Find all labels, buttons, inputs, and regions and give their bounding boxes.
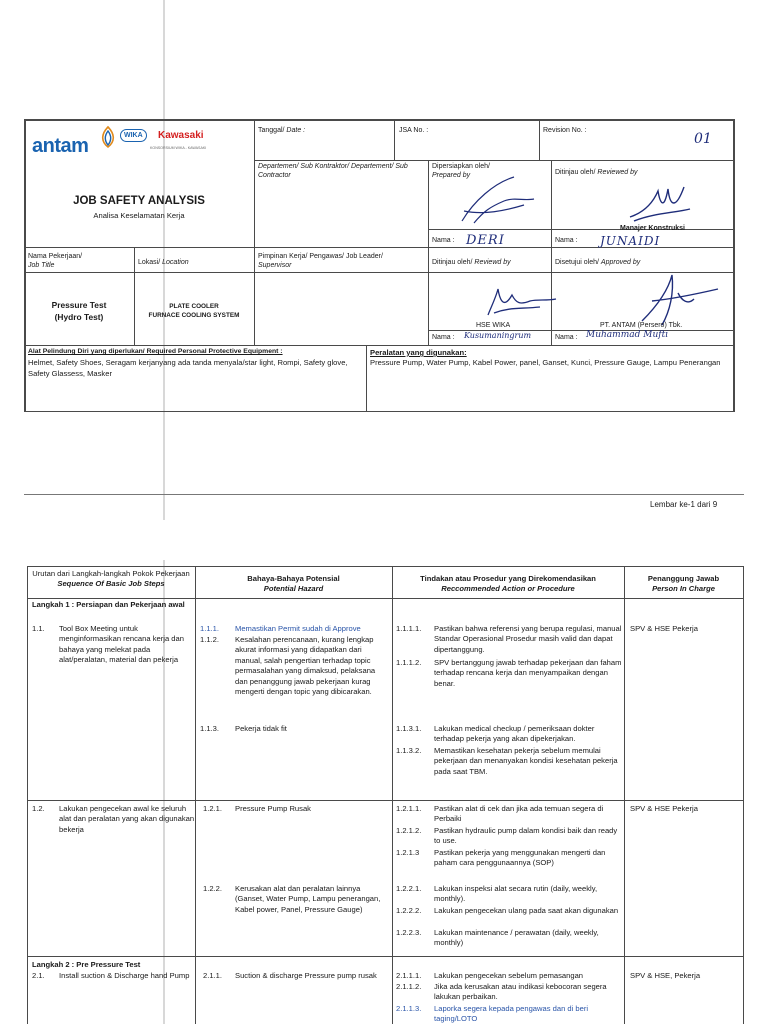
hazard-text: Pekerja tidak fit: [235, 724, 287, 733]
hazard-text: Suction & discharge Pressure pump rusak: [235, 971, 377, 980]
reviewed-by-label: Ditinjau oleh/ Reviewed by: [555, 169, 638, 176]
action-num: 1.2.1.1.: [396, 804, 422, 813]
step-text: Lakukan pengecekan awal ke seluruh alat dan peralatan yang akan digunakan bekerja: [59, 804, 195, 834]
action-text: Pastikan alat di cek dan jika ada temuan segera di Perbaiki: [434, 804, 604, 824]
antam-signature: [632, 271, 722, 329]
supervisor-label: Pimpinan Kerja/ Pengawas/ Job Leader/ Supervisor: [258, 253, 383, 269]
hse-signature: [480, 285, 560, 321]
action-text: Lakukan medical checkup / pemeriksaan dokter terhadap pekerja yang akan dipekerjakan.: [434, 724, 595, 744]
nama-reviewed-value: JUNAIDI: [600, 234, 661, 248]
person-in-charge: SPV & HSE Pekerja: [630, 804, 698, 813]
jsa-steps-table: [27, 566, 744, 1024]
revision-no-label: Revision No. :: [543, 127, 587, 134]
action-text: Lakukan maintenance / perawatan (daily, weekly, monthly): [434, 928, 599, 948]
action-text: Memastikan kesehatan pekerja sebelum memulai pekerjaan dan menanyakan kondisi kesehatan pekerja pada saat TBM.: [434, 746, 618, 776]
antam-logo-text: antam: [32, 135, 89, 157]
nama-label-reviewed: Nama :: [555, 237, 578, 244]
job-title-value: Pressure Test (Hydro Test): [51, 300, 107, 323]
document-title: JOB SAFETY ANALYSIS: [73, 195, 205, 207]
manajer-konstruksi: Manajer Konstruksi: [620, 225, 685, 232]
step-num: 1.2.: [32, 804, 45, 813]
action-num: 1.1.3.1.: [396, 724, 422, 733]
hse-wika-label: HSE WIKA: [476, 322, 511, 329]
consortium-text: KONSORSIUM WIKA - KAWASAKI: [150, 146, 207, 150]
action-num: 1.2.2.3.: [396, 928, 422, 937]
hazard-num: 1.1.3.: [200, 724, 219, 733]
location-value: PLATE COOLER FURNACE COOLING SYSTEM: [148, 303, 240, 320]
hazard-text: Pressure Pump Rusak: [235, 804, 311, 813]
reviewd-by-label: Ditinjau oleh/ Reviewd by: [432, 259, 511, 266]
wika-kawasaki-logo: [120, 127, 250, 157]
hazard-num: 2.1.1.: [203, 971, 222, 980]
step1-title: Langkah 1 : Persiapan dan Pekerjaan awal: [32, 600, 185, 609]
kawasaki-logo: Kawasaki: [158, 130, 204, 141]
action-text: Pastikan pekerja yang menggunakan mengerti dan paham cara penggunaannya (SOP): [434, 848, 606, 868]
nama-label-prepared: Nama :: [432, 237, 455, 244]
apd-label: Alat Pelindung Diri yang diperlukan/ Required Personal Protective Equipment :: [28, 348, 283, 355]
action-num: 2.1.1.1.: [396, 971, 422, 980]
nama-hse-value: Kusumaningrum: [464, 331, 532, 340]
job-title-label: Nama Pekerjaan/ Job Title: [28, 253, 83, 269]
action-text: Pastikan bahwa referensi yang berupa regulasi, manual Standar Operasional Prosedur masih valid dan dapat dipertanggung.: [434, 624, 622, 654]
col-action-header: Tindakan atau Prosedur yang Direkomendasikan Reccommended Action or Procedure: [420, 574, 596, 593]
nama-label-antam: Nama :: [555, 334, 578, 341]
jsa-header-form: [24, 119, 735, 412]
hazard-num: 1.1.1.: [200, 624, 219, 633]
location-label: Lokasi/ Location: [138, 259, 189, 266]
hazard-text: Kerusakan alat dan peralatan lainnya (Ganset, Water Pump, Lampu penerangan, Kabel power, Panel, Pressure Gauge): [235, 884, 381, 914]
person-in-charge: SPV & HSE Pekerja: [630, 624, 698, 633]
action-num: 1.2.2.1.: [396, 884, 422, 893]
action-num: 1.2.2.2.: [396, 906, 422, 915]
person-in-charge: SPV & HSE, Pekerja: [630, 971, 701, 980]
action-num: 1.2.1.3: [396, 848, 420, 857]
peralatan-label: Peralatan yang digunakan:: [370, 348, 467, 357]
action-num: 1.2.1.2.: [396, 826, 422, 835]
reviewed-signature: [624, 183, 694, 227]
antam-flame-icon: [96, 125, 120, 149]
step-text: Tool Box Meeting untuk menginformasikan rencana kerja dan bahaya yang melekat pada alat/peralatan, material dan pekerja: [59, 624, 184, 665]
action-text: Lakukan pengecekan sebelum pemasangan: [434, 971, 584, 980]
action-num: 2.1.1.3.: [396, 1004, 422, 1013]
antam-logo: [32, 133, 120, 157]
action-text: SPV bertanggung jawab terhadap pekerjaan dan faham terhadap rencana kerja dan menyampaikan dengan benar.: [434, 658, 622, 688]
step-num: 1.1.: [32, 624, 45, 633]
action-text: Lakukan inspeksi alat secara rutin (daily, weekly, monthly).: [434, 884, 598, 904]
wika-logo: WIKA: [120, 129, 147, 142]
action-text: Jika ada kerusakan atau indikasi kebocoran segera lakukan perbaikan.: [434, 982, 607, 1002]
nama-antam-value: Muhammad Mufti: [586, 330, 669, 340]
step2-title: Langkah 2 : Pre Pressure Test: [32, 960, 141, 969]
col-hazard-header: Bahaya-Bahaya Potensial Potential Hazard: [247, 574, 340, 593]
prepared-signature: [454, 171, 544, 229]
step-text: Install suction & Discharge hand Pump: [59, 971, 190, 980]
col-steps-header: Urutan dari Langkah-langkah Pokok Pekerjaan Sequence Of Basic Job Steps: [32, 569, 190, 588]
nama-label-hse: Nama :: [432, 334, 455, 341]
action-num: 1.1.3.2.: [396, 746, 422, 755]
revision-no-value: 01: [694, 131, 712, 147]
step-num: 2.1.: [32, 971, 45, 980]
col-pic-header: Penanggung Jawab Person In Charge: [647, 574, 720, 593]
page-number: Lembar ke-1 dari 9: [650, 500, 718, 509]
hazard-num: 1.1.2.: [200, 635, 219, 644]
pt-antam-label: PT. ANTAM (Persero) Tbk.: [600, 322, 683, 329]
action-num: 1.1.1.2.: [396, 658, 422, 667]
jsa-no-label: JSA No. :: [399, 127, 429, 134]
departemen-label: Departemen/ Sub Kontraktor/ Departement/ Sub Contractor: [258, 163, 408, 179]
action-text: Laporka segera kepada pengawas dan di beri taging/LOTO: [434, 1004, 589, 1024]
tanggal-label: Tanggal/ Date :: [258, 127, 306, 134]
action-num: 1.1.1.1.: [396, 624, 422, 633]
peralatan-text: Pressure Pump, Water Pump, Kabel Power, panel, Ganset, Kunci, Pressure Gauge, Lampu Penerangan: [370, 358, 721, 367]
hazard-num: 1.2.2.: [203, 884, 222, 893]
page-separator: [24, 494, 744, 495]
document-subtitle: Analisa Keselamatan Kerja: [93, 211, 185, 220]
nama-prepared-value: DERI: [466, 233, 505, 248]
hazard-text: Kesalahan perencanaan, kurang lengkap akurat informasi yang didapatkan dari manual, salah pengertian terhadap topic permasalahan yang dimaksud, pelaksana dan penanggung jawab pekerjaan kurag mengerti dengan topic yang dibicarakan.: [235, 635, 376, 697]
prepared-by-label: Dipersiapkan oleh/ Prepared by: [432, 163, 490, 179]
approved-by-label: Disetujui oleh/ Approved by: [555, 259, 641, 266]
action-text: Pastikan hydraulic pump dalam kondisi baik dan ready to use.: [434, 826, 618, 846]
hazard-num: 1.2.1.: [203, 804, 222, 813]
hazard-text: Memastikan Permit sudah di Approve: [235, 624, 361, 633]
apd-text: Helmet, Safety Shoes, Seragam kerjanyang ada tanda menyala/star light, Rompi, Safety glove, Safety Glassess, Masker: [28, 358, 348, 378]
action-text: Lakukan pengecekan ulang pada saat akan digunakan: [434, 906, 619, 915]
action-num: 2.1.1.2.: [396, 982, 422, 991]
